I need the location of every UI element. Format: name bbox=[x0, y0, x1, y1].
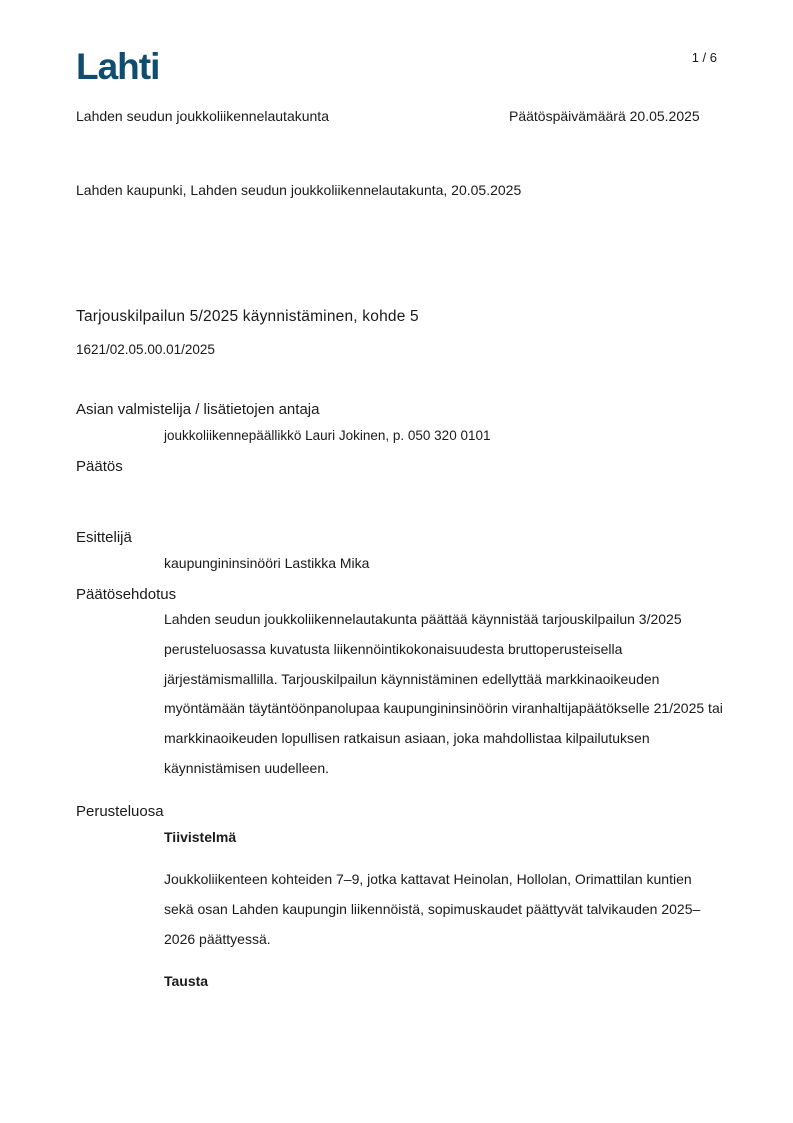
header-decision-date: Päätöspäivämäärä 20.05.2025 bbox=[509, 108, 700, 124]
summary-text: Joukkoliikenteen kohteiden 7–9, jotka kattavat Heinolan, Hollolan, Orimattilan kuntien sekä osan Lahden kaupungin liikennöistä, sopimuskaudet päättyvät talvikauden 2025–2026 päättyessä. bbox=[164, 871, 701, 947]
decision-heading: Päätös bbox=[76, 458, 123, 475]
document-title: Tarjouskilpailun 5/2025 käynnistäminen, kohde 5 bbox=[76, 308, 419, 325]
preparer-value: joukkoliikennepäällikkö Lauri Jokinen, p. 050 320 0101 bbox=[164, 428, 491, 443]
preparer-heading: Asian valmistelija / lisätietojen antaja bbox=[76, 401, 320, 418]
rationale-heading: Perusteluosa bbox=[76, 803, 164, 820]
proposal-text: Lahden seudun joukkoliikennelautakunta päättää käynnistää tarjouskilpailun 3/2025 perusteluosassa kuvatusta liikennöintikokonaisuudesta bruttoperusteisella järjestämismallilla. Tarjouskilpailun käynnistäminen edellyttää markkinaoikeuden myöntämään täytäntöönpanolupaa kaupungininsinöörin viranhaltijapäätökselle 21/2025 tai markkinaoikeuden lopullisen ratkaisun asiaan, joka mahdollistaa kilpailutuksen käynnistämisen uudelleen. bbox=[164, 611, 723, 776]
logo-text: Lahti bbox=[76, 46, 160, 82]
lahti-logo bbox=[76, 46, 168, 82]
header-organization: Lahden seudun joukkoliikennelautakunta bbox=[76, 108, 329, 124]
summary-heading: Tiivistelmä bbox=[164, 829, 237, 845]
proposal-heading: Päätösehdotus bbox=[76, 586, 177, 603]
record-number: 1621/02.05.00.01/2025 bbox=[76, 342, 215, 357]
meeting-line: Lahden kaupunki, Lahden seudun joukkoliikennelautakunta, 20.05.2025 bbox=[76, 182, 522, 198]
page-number: 1 / 6 bbox=[691, 50, 717, 65]
background-heading: Tausta bbox=[164, 973, 209, 989]
presenter-value: kaupungininsinööri Lastikka Mika bbox=[164, 555, 370, 571]
presenter-heading: Esittelijä bbox=[76, 529, 132, 546]
